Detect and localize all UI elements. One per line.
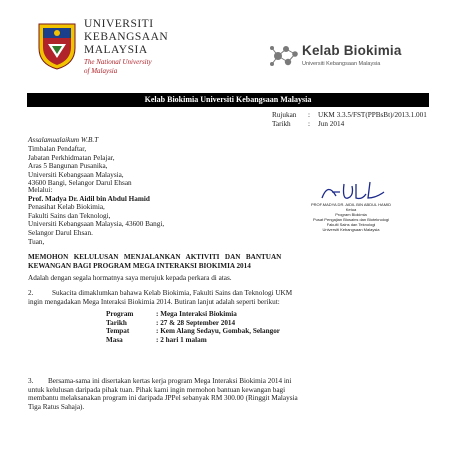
via-line: Universiti Kebangsaan Malaysia, 43600 Bangi, — [28, 220, 165, 229]
tarikh-value: Jun 2014 — [318, 119, 345, 128]
stamp-line: Ketua — [345, 207, 357, 212]
via-line: Selangor Darul Ehsan. — [28, 228, 93, 237]
program-value: : 27 & 28 September 2014 — [156, 318, 236, 327]
via-block — [28, 186, 164, 238]
stamp-line: PROF.MADYA DR. AIDIL BIN ABDUL HAMID — [310, 202, 392, 207]
paragraph-1: Adalah dengan segala hormatnya saya merujuk kepada perkara di atas. — [28, 274, 232, 282]
via-label: Melalui: — [28, 186, 53, 194]
rujukan-value: UKM 3.3.5/FST(PPBsBt)/2013.1.001 — [318, 111, 427, 119]
ukm-line-3: MALAYSIA — [84, 44, 148, 56]
program-label: Masa — [106, 335, 123, 344]
stamp-line: Pusat Pengajian Biosains dan Bioteknologi — [312, 217, 390, 222]
paragraph-2-number: 2. — [28, 289, 34, 297]
program-row — [106, 327, 280, 336]
recipient-line: Universiti Kebangsaan Malaysia, — [28, 170, 124, 179]
handwritten-signature — [292, 178, 412, 204]
paragraph-3-line: Bersama-sama ini disertakan kertas kerja program Mega Interaksi Biokimia 2014 ini — [48, 377, 292, 385]
official-stamp — [266, 202, 436, 232]
stamp-line: Fakulti Sains dan Teknologi — [326, 222, 376, 227]
via-name: Prof. Madya Dr. Aidil bin Abdul Hamid — [28, 194, 150, 203]
paragraph-3-number: 3. — [28, 377, 34, 385]
paragraph-3-line: membantu melaksanakan program ini daripada JPPel sebanyak RM 300.00 (Ringgit Malaysia — [28, 394, 298, 403]
stamp-line: Program Biokimia — [335, 212, 367, 217]
program-row — [106, 319, 235, 328]
program-value: : 2 hari 1 malam — [156, 335, 207, 344]
rujukan-label: Rujukan — [272, 111, 297, 119]
recipient-address — [28, 145, 132, 188]
subject — [28, 253, 281, 270]
program-row — [106, 336, 207, 345]
ukm-crest-logo — [35, 20, 79, 70]
ukm-line-1: UNIVERSITI — [84, 18, 154, 30]
paragraph-2-line: Sukacita dimaklumkan bahawa Kelab Biokimia, Fakulti Sains dan Teknologi UKM — [52, 289, 293, 297]
recipient-line: Aras 5 Bangunan Pusanika, — [28, 162, 108, 171]
via-line: Penasihat Kelab Biokimia, — [28, 203, 105, 212]
program-label: Tempat — [106, 327, 130, 336]
paragraph-3-line: Tiga Ratus Sahaja). — [28, 402, 85, 411]
program-label: Program — [106, 310, 134, 318]
tarikh-label: Tarikh — [272, 119, 291, 128]
ukm-line-2: KEBANGSAAN — [84, 31, 169, 43]
ukm-wordmark — [84, 18, 184, 75]
program-value: : Mega Interaksi Biokimia — [156, 310, 237, 318]
program-value: : Kem Alang Sedayu, Gombak, Selangor — [156, 327, 280, 336]
recipient-line: Jabatan Perkhidmatan Pelajar, — [28, 153, 115, 162]
paragraph-2-line: ingin mengadakan Mega Interaksi Biokimia 2014. Butiran lanjut adalah seperti berikut: — [28, 297, 280, 306]
ukm-tagline-1: The National University — [84, 58, 152, 66]
kelab-biokimia-logo-subtitle: Universiti Kebangsaan Malaysia — [302, 61, 381, 67]
tarikh-colon: : — [308, 119, 310, 128]
subject-line: MEMOHON KELULUSAN MENJALANKAN AKTIVITI DAN BANTUAN — [28, 253, 282, 261]
letterhead-banner: Kelab Biokimia Universiti Kebangsaan Malaysia — [27, 93, 429, 107]
salutation: Tuan, — [28, 238, 45, 246]
rujukan-colon: : — [308, 111, 310, 119]
kelab-biokimia-logo-text: Kelab Biokimia — [302, 43, 402, 58]
recipient-line: 43600 Bangi, Selangor Darul Ehsan — [28, 179, 132, 188]
reference-block — [272, 111, 427, 128]
stamp-line: Universiti Kebangsaan Malaysia — [322, 227, 380, 232]
program-label: Tarikh — [106, 318, 127, 327]
program-row — [106, 310, 237, 319]
ukm-tagline-2: of Malaysia — [84, 67, 118, 75]
via-line: Fakulti Sains dan Teknologi, — [28, 211, 111, 220]
greeting: Assalamualaikum W.B.T — [28, 136, 99, 144]
paragraph-3-line: untuk kelulusan daripada pihak tuan. Pihak kami ingin memohon bantuan kewangan bagi — [28, 385, 286, 394]
recipient-line: Timbalan Pendaftar, — [28, 145, 87, 153]
subject-line: KEWANGAN BAGI PROGRAM MEGA INTERAKSI BIOKIMIA 2014 — [28, 261, 251, 270]
